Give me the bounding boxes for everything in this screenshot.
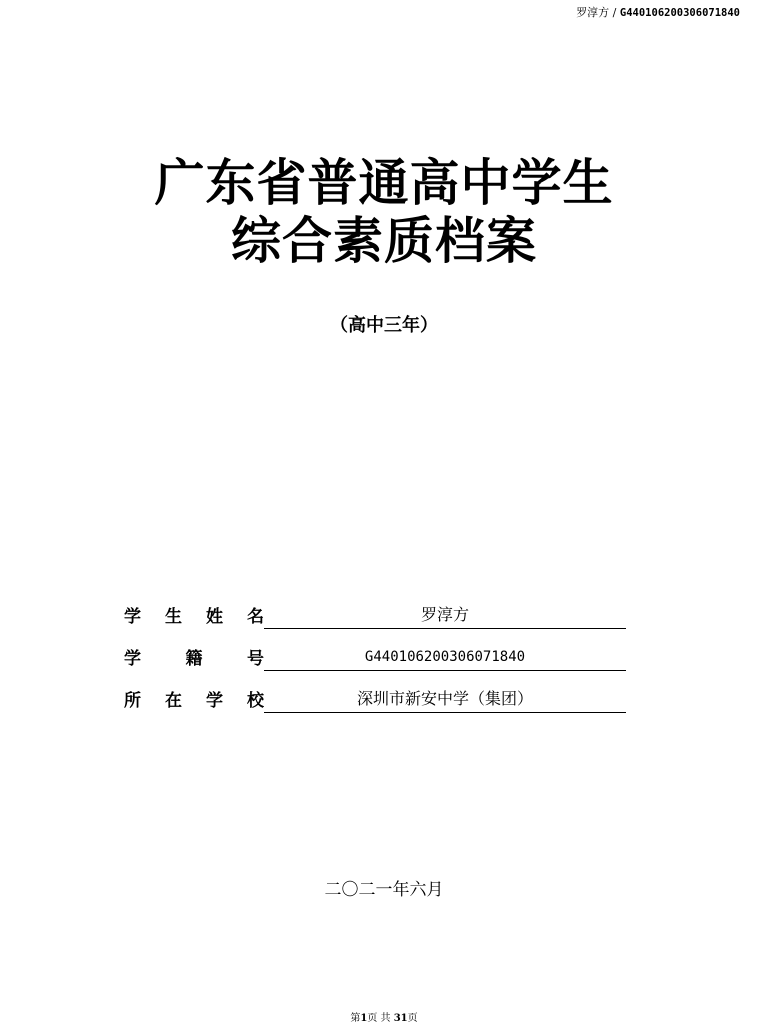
label-char: 生: [165, 607, 182, 627]
header-student-id: G440106200306071840: [619, 7, 740, 19]
document-title-line-2: 综合素质档案: [231, 212, 537, 270]
label-char: 籍: [185, 649, 203, 669]
footer-total-pages: 31: [393, 1013, 408, 1024]
page-header: [576, 4, 740, 20]
header-separator: /: [609, 6, 620, 19]
school-label: [124, 686, 264, 711]
label-char: 号: [247, 649, 264, 669]
label-char: 名: [247, 607, 264, 627]
label-char: 学: [124, 607, 141, 627]
document-title-line-1: 广东省普通高中学生: [154, 154, 614, 212]
footer-middle: 页 共: [367, 1013, 394, 1024]
label-char: 学: [124, 649, 141, 669]
document-subtitle: （高中三年）: [330, 315, 438, 336]
document-date: 二〇二一年六月: [324, 880, 444, 900]
label-char: 学: [206, 691, 223, 711]
school-value: 深圳市新安中学（集团）: [264, 686, 626, 713]
student-id-value: G440106200306071840: [264, 644, 626, 671]
school-row: [124, 687, 626, 713]
student-name-row: [124, 603, 626, 629]
label-char: 校: [247, 691, 264, 711]
student-id-label: [124, 644, 264, 669]
student-name-label: [124, 602, 264, 627]
footer-suffix: 页: [407, 1013, 418, 1024]
footer-page-number: 1: [360, 1013, 368, 1024]
student-id-row: [124, 645, 626, 671]
header-student-name: 罗淳方: [576, 6, 610, 19]
footer-prefix: 第: [350, 1013, 361, 1024]
label-char: 所: [124, 691, 141, 711]
page-footer: [0, 1009, 768, 1024]
label-char: 在: [165, 691, 182, 711]
student-name-value: 罗淳方: [264, 602, 626, 629]
label-char: 姓: [206, 607, 223, 627]
